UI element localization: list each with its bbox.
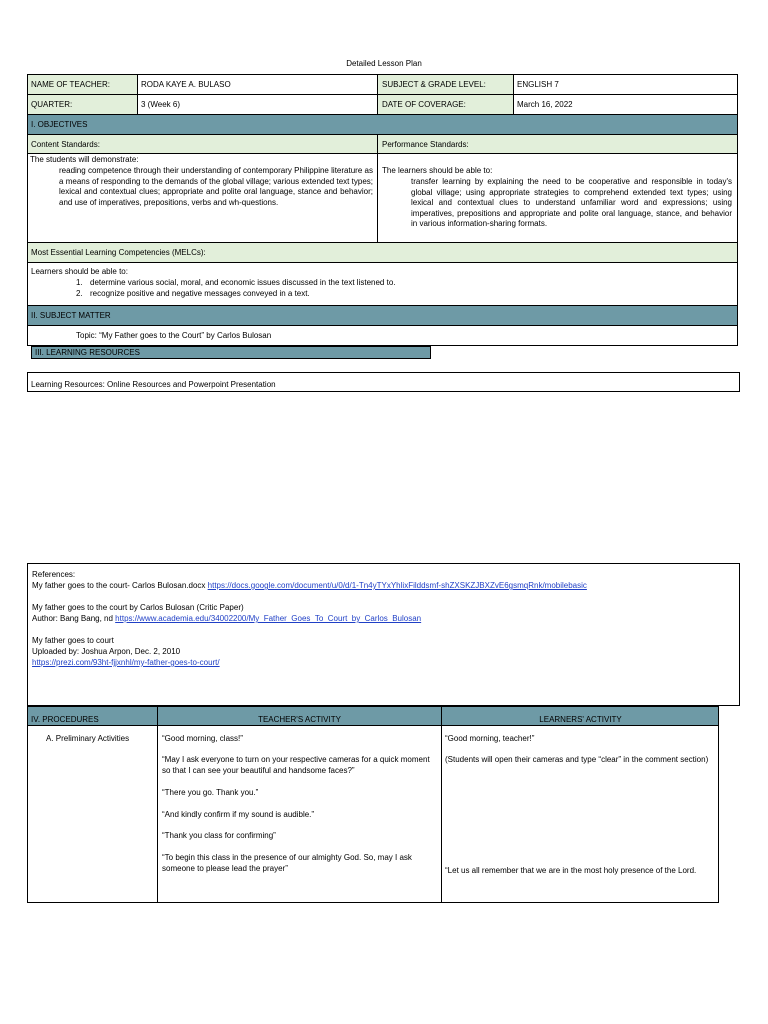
- teacher-line-6: “To begin this class in the presence of our almighty God. So, may I ask someone to please lead the prayer”: [162, 853, 412, 873]
- subject-matter-heading-bar: [27, 305, 738, 326]
- teacher-line-3: “There you go. Thank you.”: [162, 788, 259, 797]
- document-title: Detailed Lesson Plan: [346, 59, 422, 68]
- teacher-label: NAME OF TEACHER:: [31, 80, 110, 89]
- melc-item-1: determine various social, moral, and economic issues discussed in the text listened to.: [90, 278, 396, 287]
- content-standards-body: reading competence through their understanding of contemporary Philippine literature as a means of responding to the demands of the global village; various extended text types; lexical and contextual clues; appropriate and polite oral language, stance and behavior; and use of imperatives, prepositions, verbs and wh-questions.: [59, 166, 373, 207]
- performance-standards-body: transfer learning by explaining the need to be cooperative and responsible in today's global village; using appropriate strategies to comprehend extended text types; using lexical and contextual clues to understand unfamiliar word and expressions; using imperatives, prepositions and appropriate and polite oral language, stance, and behavior in various information-sharing formats.: [411, 177, 732, 228]
- learner-line-1: “Good morning, teacher!”: [445, 734, 535, 743]
- subject-label: SUBJECT & GRADE LEVEL:: [382, 80, 486, 89]
- learner-line-2: (Students will open their cameras and type “clear” in the comment section): [445, 755, 709, 764]
- learner-line-3: “Let us all remember that we are in the most holy presence of the Lord.: [445, 866, 697, 875]
- reference-3-upload: Uploaded by: Joshua Arpon, Dec. 2, 2010: [32, 647, 181, 656]
- date-value: March 16, 2022: [517, 100, 573, 109]
- reference-2-link[interactable]: https://www.academia.edu/34002200/My_Father_Goes_To_Court_by_Carlos_Bulosan: [115, 614, 422, 623]
- reference-1-link[interactable]: https://docs.google.com/document/u/0/d/1-Tn4yTYxYhlixFilddsmf-shZXSKZJBXZvE6gsmqRnk/mobilebasic: [207, 581, 587, 590]
- performance-standards-label: Performance Standards:: [382, 140, 469, 149]
- teacher-activity-header: TEACHER'S ACTIVITY: [258, 715, 341, 724]
- learners-activity-header: LEARNERS' ACTIVITY: [539, 715, 622, 724]
- melc-item-2: recognize positive and negative messages conveyed in a text.: [90, 289, 310, 298]
- subject-matter-heading: II. SUBJECT MATTER: [31, 311, 111, 320]
- objectives-heading: I. OBJECTIVES: [31, 120, 88, 129]
- quarter-value: 3 (Week 6): [141, 100, 180, 109]
- learning-resources-heading: III. LEARNING RESOURCES: [35, 348, 140, 357]
- reference-2-title: My father goes to the court by Carlos Bulosan (Critic Paper): [32, 603, 244, 612]
- reference-3-title: My father goes to court: [32, 636, 114, 645]
- melc-item-2-num: 2.: [76, 289, 83, 298]
- melc-intro: Learners should be able to:: [31, 267, 128, 276]
- date-label: DATE OF COVERAGE:: [382, 100, 466, 109]
- reference-1-text: My father goes to the court- Carlos Bulosan.docx: [32, 581, 208, 590]
- melc-item-1-num: 1.: [76, 278, 83, 287]
- subject-value: ENGLISH 7: [517, 80, 559, 89]
- procedures-col-header: IV. PROCEDURES: [31, 715, 99, 724]
- teacher-line-2: “May I ask everyone to turn on your respective cameras for a quick moment so that I can see your beautiful and handsome faces?”: [162, 755, 430, 775]
- learning-resources-text: Learning Resources: Online Resources and Powerpoint Presentation: [31, 380, 276, 389]
- quarter-label: QUARTER:: [31, 100, 73, 109]
- reference-2-author: Author: Bang Bang, nd: [32, 614, 116, 623]
- content-standards-intro: The students will demonstrate:: [30, 155, 139, 164]
- reference-1: [32, 581, 587, 592]
- reference-2: [32, 614, 421, 625]
- topic-text: Topic: “My Father goes to the Court” by Carlos Bulosan: [76, 331, 272, 340]
- teacher-value: RODA KAYE A. BULASO: [141, 80, 231, 89]
- references-label: References:: [32, 570, 76, 579]
- reference-3-link[interactable]: https://prezi.com/93ht-fjjxnhl/my-father-goes-to-court/: [32, 658, 220, 667]
- teacher-line-1: “Good morning, class!”: [162, 734, 243, 743]
- preliminary-activities-label: A. Preliminary Activities: [46, 734, 130, 743]
- teacher-line-4: “And kindly confirm if my sound is audible.”: [162, 810, 315, 819]
- performance-standards-intro: The learners should be able to:: [382, 166, 493, 175]
- objectives-heading-bar: [27, 114, 738, 135]
- content-standards-label: Content Standards:: [31, 140, 100, 149]
- teacher-line-5: “Thank you class for confirming”: [162, 831, 276, 840]
- melc-label: Most Essential Learning Competencies (MELCs):: [31, 248, 206, 257]
